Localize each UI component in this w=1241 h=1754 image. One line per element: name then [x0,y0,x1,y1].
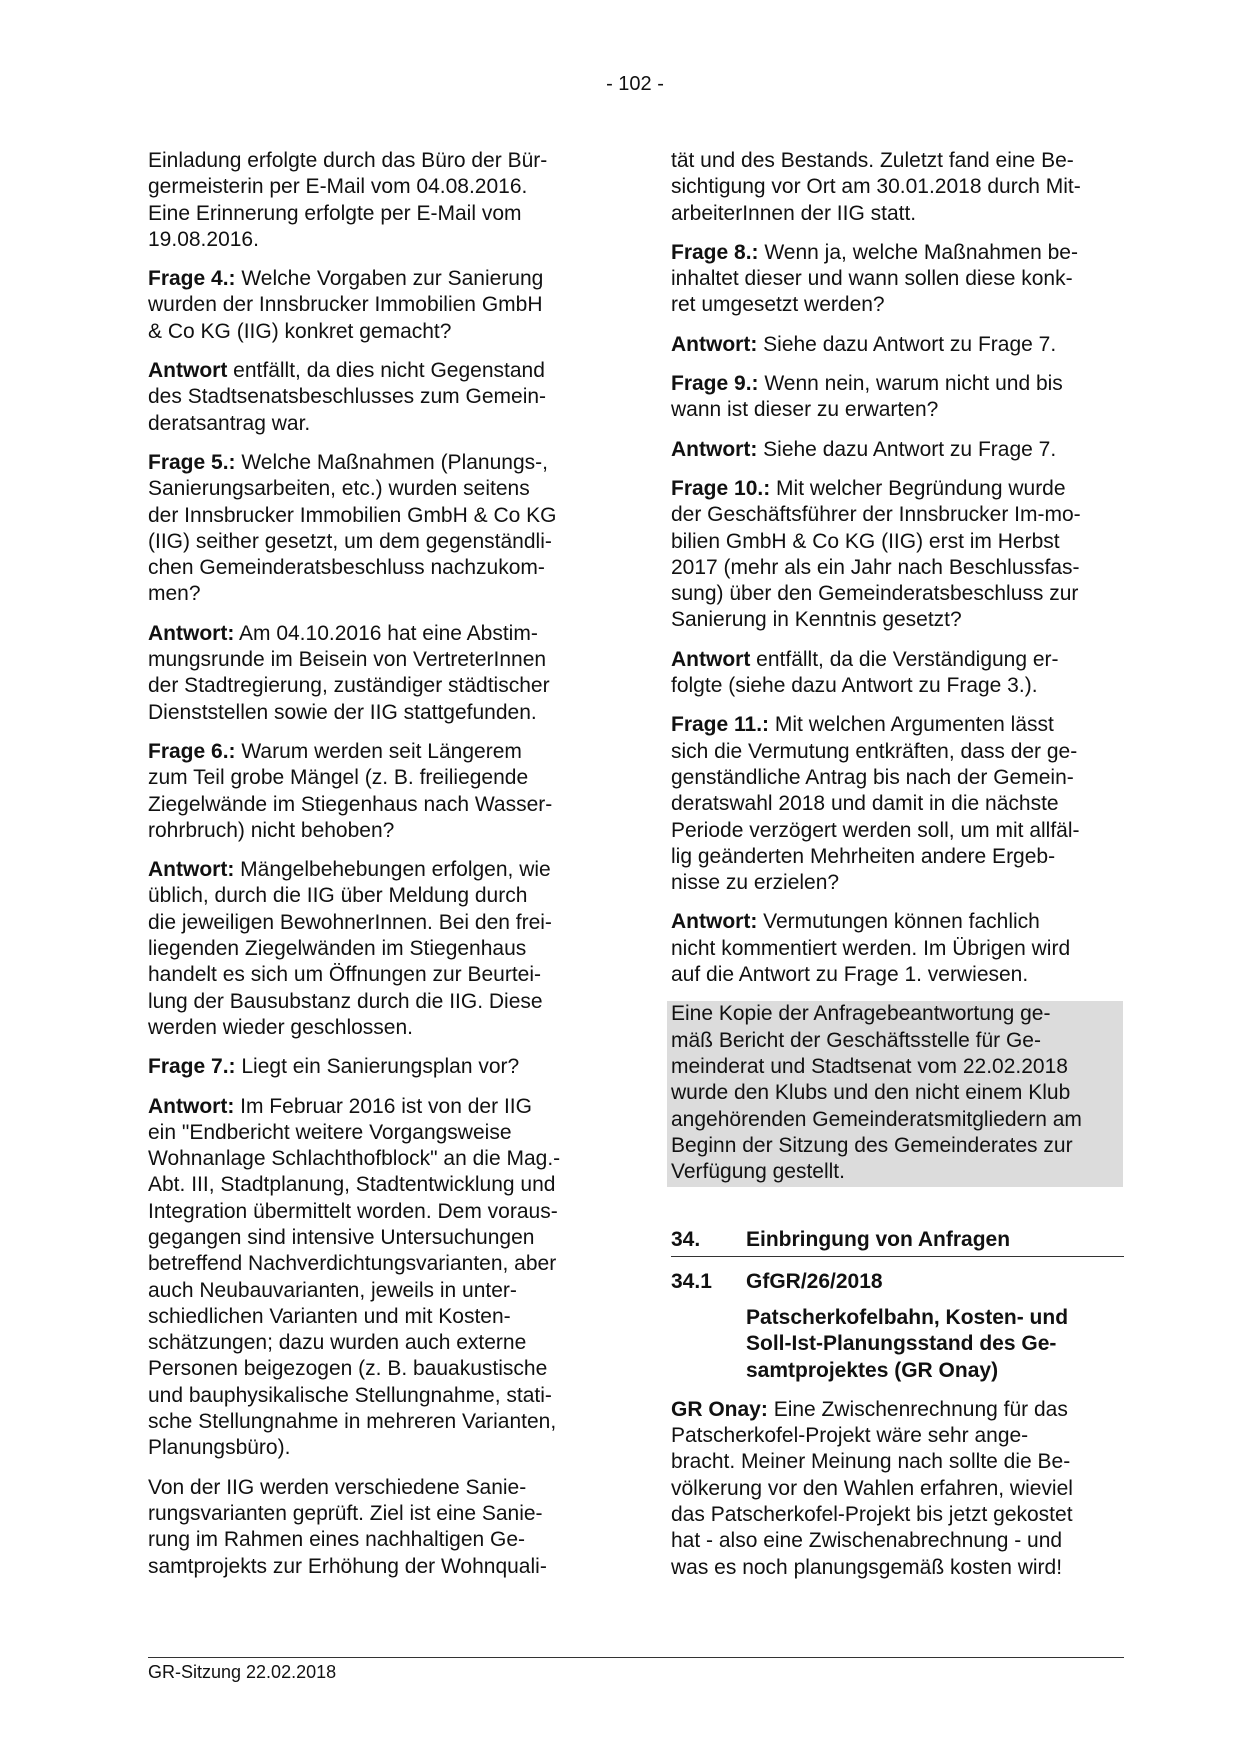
line-text: Mit welchen Argumenten lässt [769,713,1054,737]
text-line [671,476,1131,502]
text-line: liegenden Ziegelwänden im Stiegenhaus [148,937,527,961]
text-line [671,240,1131,266]
paragraph [148,1054,608,1080]
text-line: ein "Endbericht weitere Vorgangsweise [148,1120,512,1144]
shaded-note [667,1001,1123,1187]
subsection-heading [671,1269,1131,1295]
line-text: Eine Zwischenrechnung für das [767,1397,1068,1421]
text-line: samtprojekts zur Erhöhung der Wohnquali- [148,1554,547,1578]
page-number: - 102 - [606,73,664,95]
text-line: & Co KG (IIG) konkret gemacht? [148,319,452,343]
text-line: Wohnanlage Schlachthofblock" an die Mag.- [148,1147,561,1171]
bold-label: Frage 9.: [671,372,759,396]
paragraph [671,371,1131,424]
paragraph [671,647,1131,700]
text-line [671,437,1131,463]
text-line: deratswahl 2018 und damit in die nächste [671,792,1059,816]
line-text: Am 04.10.2016 hat eine Abstim- [234,621,538,645]
subsection-number: 34.1 [671,1269,712,1293]
line-text: Wenn ja, welche Maßnahmen be- [758,240,1078,264]
text-line: nicht kommentiert werden. Im Übrigen wird [671,936,1071,960]
text-line: völkerung vor den Wahlen erfahren, wieviel [671,1476,1073,1500]
paragraph [671,240,1131,319]
bold-label: Antwort: [148,1094,235,1118]
text-line: deratsantrag war. [148,411,311,435]
text-line [148,1094,608,1120]
left-column [148,148,608,1593]
text-line [148,1054,608,1080]
text-line: genständliche Antrag bis nach der Gemein- [671,765,1074,789]
paragraph [671,1397,1131,1581]
text-line: bracht. Meiner Meinung nach sollte die Be- [671,1450,1071,1474]
paragraph [671,909,1131,988]
text-line: arbeiterInnen der IIG statt. [671,201,917,225]
bold-label: Antwort: [148,621,235,645]
paragraph [148,450,608,608]
paragraph [148,739,608,844]
line-text: Mängelbehebungen erfolgen, wie [234,858,551,882]
right-column [671,148,1131,1594]
bold-label: Frage 8.: [671,240,759,264]
text-line [671,371,1131,397]
text-line [671,712,1131,738]
text-line: sichtigung vor Ort am 30.01.2018 durch Mit- [671,175,1081,199]
text-line: men? [148,582,201,606]
paragraph [671,437,1131,463]
paragraph [148,1094,608,1462]
text-line [671,647,1131,673]
text-line: inhaltet dieser und wann sollen diese konk- [671,267,1073,291]
text-line: mungsrunde im Beisein von VertreterInnen [148,648,547,672]
bold-label: Frage 11.: [671,713,770,737]
text-line: sich die Vermutung entkräften, dass der ge- [671,739,1078,763]
bold-label: Frage 10.: [671,476,771,500]
text-line: rungsvarianten geprüft. Ziel ist eine Sanie- [148,1501,543,1525]
text-line: Patscherkofel-Projekt wäre sehr ange- [671,1424,1029,1448]
line-text: Liegt ein Sanierungsplan vor? [235,1055,520,1079]
line-text: entfällt, da dies nicht Gegenstand [227,359,545,383]
bold-label: Antwort: [671,332,758,356]
text-line: lig geänderten Mehrheiten andere Ergeb- [671,844,1056,868]
bold-label: GR Onay: [671,1397,768,1421]
text-line: Sanierungsarbeiten, etc.) wurden seitens [148,477,530,501]
footer-divider [148,1657,1124,1658]
text-line: handelt es sich um Öffnungen zur Beurtei- [148,963,542,987]
text-line: wurde den Klubs und den nicht einem Klub [671,1081,1071,1105]
text-line: tät und des Bestands. Zuletzt fand eine Be- [671,149,1074,172]
line-text: Welche Maßnahmen (Planungs-, [235,450,548,474]
paragraph [148,358,608,437]
bold-label: Frage 7.: [148,1055,236,1079]
bold-label: Frage 6.: [148,739,236,763]
text-line: sche Stellungnahme in mehreren Varianten, [148,1410,557,1434]
text-line: Planungsbüro). [148,1436,291,1460]
section-heading [671,1227,1124,1256]
title-line: Soll-Ist-Planungsstand des Ge- [746,1332,1057,1356]
text-line: der Stadtregierung, zuständiger städtischer [148,674,550,698]
bold-label: Frage 4.: [148,267,236,291]
text-line: Ziegelwände im Stiegenhaus nach Wasser- [148,792,553,816]
text-line: gegangen sind intensive Untersuchungen [148,1225,535,1249]
text-line [671,909,1131,935]
text-line [671,332,1131,358]
text-line: was es noch planungsgemäß kosten wird! [671,1555,1063,1579]
paragraph [148,1475,608,1580]
text-line: angehörenden Gemeinderatsmitgliedern am [671,1107,1082,1131]
text-line: die jeweiligen BewohnerInnen. Bei den frei- [148,910,552,934]
line-text: Mit welcher Begründung wurde [770,476,1066,500]
bold-label: Antwort [671,647,751,671]
paragraph [671,712,1131,896]
paragraph [148,621,608,726]
text-line: Einladung erfolgte durch das Büro der Bür- [148,149,548,172]
text-line: Sanierung in Kenntnis gesetzt? [671,608,962,632]
text-line: 2017 (mehr als ein Jahr nach Beschlussfas- [671,555,1080,579]
bold-label: Antwort [148,359,228,383]
text-line: und bauphysikalische Stellungnahme, stati- [148,1383,552,1407]
text-line: sung) über den Gemeinderatsbeschluss zur [671,582,1079,606]
subsection-title [746,1305,1131,1384]
section-number: 34. [671,1228,701,1252]
text-line [148,450,608,476]
text-line [148,621,608,647]
line-text: Warum werden seit Längerem [235,739,522,763]
text-line: auf die Antwort zu Frage 1. verwiesen. [671,963,1029,987]
text-line: zum Teil grobe Mängel (z. B. freiliegende [148,766,529,790]
text-line: der Geschäftsführer der Innsbrucker Im-mo- [671,503,1081,527]
text-line: des Stadtsenatsbeschlusses zum Gemein- [148,385,547,409]
text-line: folgte (siehe dazu Antwort zu Frage 3.). [671,674,1038,698]
text-line: werden wieder geschlossen. [148,1015,413,1039]
text-line: germeisterin per E-Mail vom 04.08.2016. [148,175,528,199]
text-line: betreffend Nachverdichtungsvarianten, aber [148,1252,557,1276]
line-text: Siehe dazu Antwort zu Frage 7. [757,332,1057,356]
text-line: üblich, durch die IIG über Meldung durch [148,884,528,908]
text-line: (IIG) seither gesetzt, um dem gegenständli- [148,529,552,553]
paragraph [148,857,608,1041]
text-line: meinderat und Stadtsenat vom 22.02.2018 [671,1054,1068,1078]
subsection-code: GfGR/26/2018 [746,1269,883,1293]
text-line: rung im Rahmen eines nachhaltigen Ge- [148,1528,526,1552]
text-line: Eine Kopie der Anfragebeantwortung ge- [671,1002,1051,1026]
bold-label: Antwort: [148,858,235,882]
text-line [148,266,608,292]
text-line: schätzungen; dazu wurden auch externe [148,1331,527,1355]
text-line [671,1397,1131,1423]
text-line: ret umgesetzt werden? [671,293,885,317]
paragraph [671,332,1131,358]
line-text: Im Februar 2016 ist von der IIG [234,1094,532,1118]
text-line: wurden der Innsbrucker Immobilien GmbH [148,293,543,317]
text-line: chen Gemeinderatsbeschluss nachzukom- [148,556,545,580]
text-line: bilien GmbH & Co KG (IIG) erst im Herbst [671,529,1060,553]
paragraph [148,148,608,253]
line-text: Siehe dazu Antwort zu Frage 7. [757,437,1057,461]
paragraph [671,476,1131,634]
bold-label: Antwort: [671,910,758,934]
paragraph [148,266,608,345]
text-line: hat - also eine Zwischenabrechnung - und [671,1529,1063,1553]
section-title: Einbringung von Anfragen [746,1228,1011,1252]
text-line: Eine Erinnerung erfolgte per E-Mail vom [148,201,522,225]
text-line: Personen beigezogen (z. B. bauakustische [148,1357,548,1381]
text-line [148,739,608,765]
text-line: Periode verzögert werden soll, um mit allfäl- [671,818,1080,842]
text-line: Abt. III, Stadtplanung, Stadtentwicklung und [148,1173,556,1197]
title-line: Patscherkofelbahn, Kosten- und [746,1305,1069,1329]
text-line: Dienststellen sowie der IIG stattgefunden. [148,700,537,724]
text-line [148,857,608,883]
line-text: Vermutungen können fachlich [757,910,1040,934]
text-line: mäß Bericht der Geschäftsstelle für Ge- [671,1028,1041,1052]
text-line: lung der Bausubstanz durch die IIG. Diese [148,989,543,1013]
text-line [148,358,608,384]
text-line: der Innsbrucker Immobilien GmbH & Co KG [148,503,557,527]
line-text: Wenn nein, warum nicht und bis [758,372,1063,396]
line-text: Welche Vorgaben zur Sanierung [235,267,544,291]
title-line: samtprojektes (GR Onay) [746,1358,999,1382]
text-line: schiedlichen Varianten und mit Kosten- [148,1304,511,1328]
text-line: nisse zu erzielen? [671,871,840,895]
text-line: Integration übermittelt worden. Dem voraus- [148,1199,558,1223]
text-line: Beginn der Sitzung des Gemeinderates zur [671,1133,1073,1157]
paragraph [671,148,1131,227]
text-line: rohrbruch) nicht behoben? [148,818,395,842]
text-line: wann ist dieser zu erwarten? [671,398,939,422]
text-line: 19.08.2016. [148,227,259,251]
text-line: Verfügung gestellt. [671,1160,845,1184]
line-text: entfällt, da die Verständigung er- [750,647,1059,671]
bold-label: Antwort: [671,437,758,461]
footer-text: GR-Sitzung 22.02.2018 [148,1662,337,1682]
text-line: das Patscherkofel-Projekt bis jetzt gekostet [671,1503,1073,1527]
bold-label: Frage 5.: [148,450,236,474]
text-line: Von der IIG werden verschiedene Sanie- [148,1475,527,1499]
text-line: auch Neubauvarianten, jeweils in unter- [148,1278,517,1302]
